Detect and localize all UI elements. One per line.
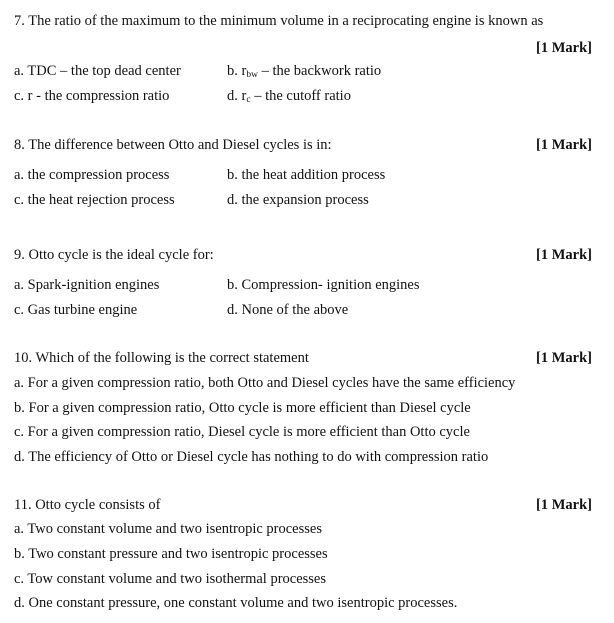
question-7-option-b [227,62,381,84]
question-9-option-b: b. Compression- ignition engines [227,277,420,293]
question-8-mark: [1 Mark] [536,137,592,153]
question-8-text: 8. The difference between Otto and Diesel cycles is in: [14,137,332,153]
question-9-mark: [1 Mark] [536,247,592,263]
question-7-option-d-suffix: – the cutoff ratio [250,88,351,104]
question-11-option-c: c. Tow constant volume and two isothermal processes [14,571,327,587]
question-9-option-d: d. None of the above [227,302,349,318]
question-11-text: 11. Otto cycle consists of [14,497,161,513]
question-11-option-d: d. One constant pressure, one constant volume and two isentropic processes. [14,595,458,611]
question-8-option-d: d. the expansion process [227,192,369,208]
question-7-option-d-prefix: d. r [227,88,247,104]
question-8-option-a: a. the compression process [14,167,170,183]
question-10-option-b: b. For a given compression ratio, Otto cycle is more efficient than Diesel cycle [14,400,471,416]
question-8-option-c: c. the heat rejection process [14,192,175,208]
question-7-option-b-prefix: b. r [227,63,247,79]
question-8-option-b: b. the heat addition process [227,167,386,183]
question-7-option-d [227,87,351,109]
question-10-option-a: a. For a given compression ratio, both Otto and Diesel cycles have the same efficiency [14,375,516,391]
question-9-option-c: c. Gas turbine engine [14,302,138,318]
question-7-option-b-subscript: bw [246,70,258,80]
question-7-option-a: a. TDC – the top dead center [14,63,181,79]
question-7-option-c: c. r - the compression ratio [14,88,170,104]
question-10-option-d: d. The efficiency of Otto or Diesel cycle has nothing to do with compression ratio [14,449,489,465]
question-7-text: 7. The ratio of the maximum to the minimum volume in a reciprocating engine is known as [14,13,544,29]
question-11-mark: [1 Mark] [536,497,592,513]
question-10-mark: [1 Mark] [536,350,592,366]
question-7-mark: [1 Mark] [536,40,592,56]
question-7-option-d-subscript: c [246,95,251,105]
question-10-option-c: c. For a given compression ratio, Diesel cycle is more efficient than Otto cycle [14,424,470,440]
question-7-option-b-suffix: – the backwork ratio [257,63,382,79]
question-11-option-b: b. Two constant pressure and two isentropic processes [14,546,328,562]
question-9-text: 9. Otto cycle is the ideal cycle for: [14,247,214,263]
question-9-option-a: a. Spark-ignition engines [14,277,160,293]
question-11-option-a: a. Two constant volume and two isentropic processes [14,521,322,537]
question-10-text: 10. Which of the following is the correct statement [14,350,309,366]
